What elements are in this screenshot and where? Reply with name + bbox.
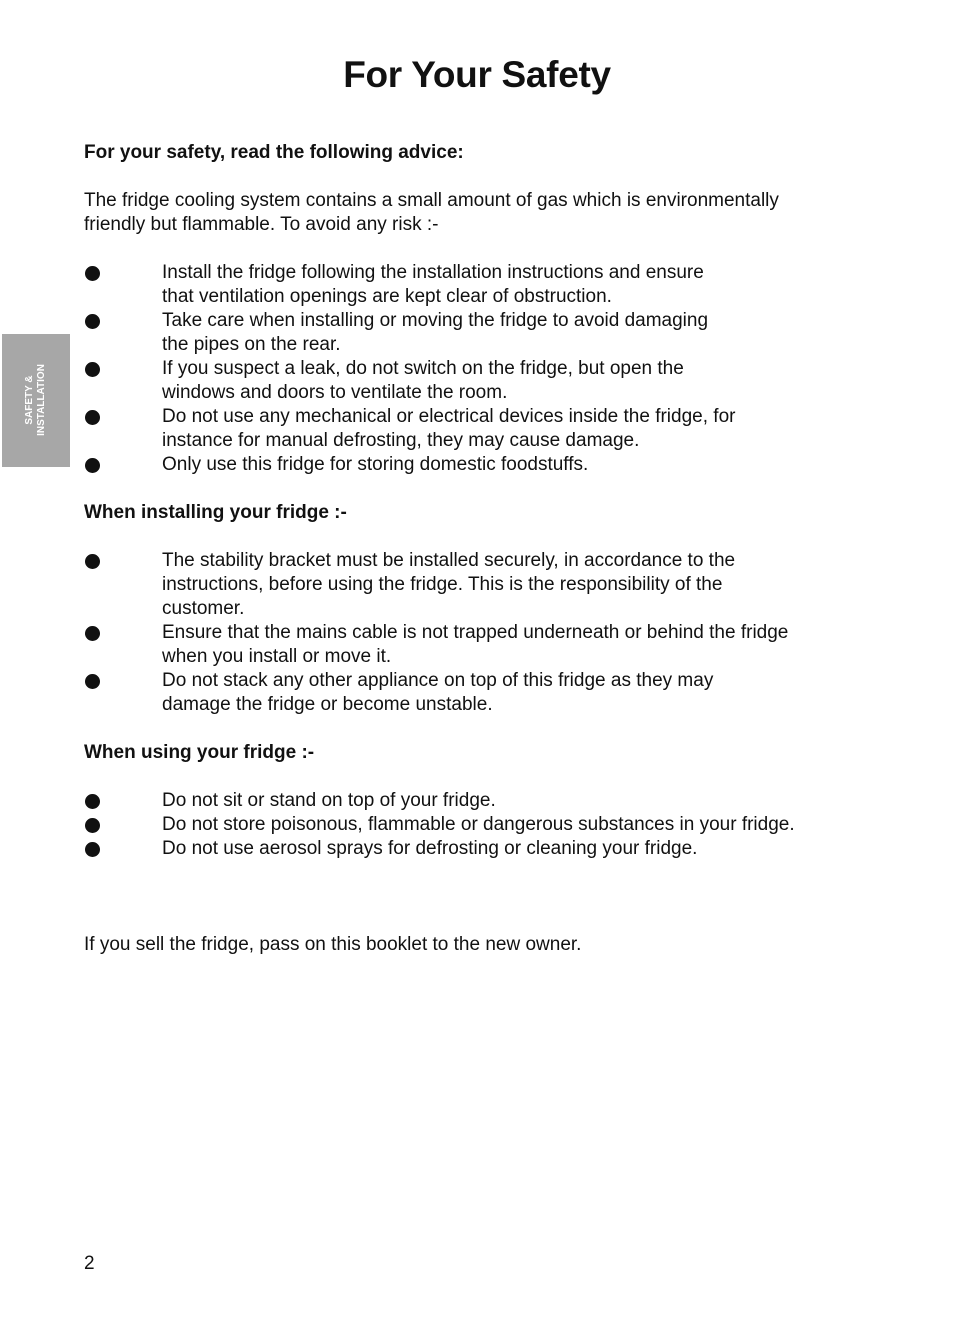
bullet-item (84, 549, 864, 621)
bullet-text-line: Take care when installing or moving the fridge to avoid damaging (162, 310, 709, 331)
using-heading: When using your fridge :- (84, 742, 315, 763)
bullet-icon (85, 818, 100, 833)
bullet-icon (85, 458, 100, 473)
bullet-item (84, 837, 864, 861)
bullet-item (84, 453, 864, 477)
bullet-text-line: Ensure that the mains cable is not trapped underneath or behind the fridge (162, 622, 789, 643)
closing-note: If you sell the fridge, pass on this booklet to the new owner. (84, 934, 582, 955)
bullet-text-line: windows and doors to ventilate the room. (162, 382, 508, 403)
bullet-icon (85, 794, 100, 809)
bullet-item (84, 405, 864, 453)
bullet-text-line: Do not use aerosol sprays for defrosting or cleaning your fridge. (162, 838, 698, 859)
bullet-item (84, 357, 864, 405)
bullet-icon (85, 266, 100, 281)
bullet-text-line: customer. (162, 598, 245, 619)
document-body (84, 141, 864, 957)
intro-bullet-list (84, 261, 864, 477)
page-number: 2 (84, 1253, 95, 1274)
bullet-text-line: Do not sit or stand on top of your fridge. (162, 790, 496, 811)
bullet-icon (85, 626, 100, 641)
bullet-item (84, 669, 864, 717)
bullet-text-line: The stability bracket must be installed securely, in accordance to the (162, 550, 736, 571)
bullet-text-line: when you install or move it. (162, 646, 392, 667)
bullet-item (84, 813, 864, 837)
bullet-item (84, 261, 864, 309)
intro-paragraph (84, 189, 864, 237)
intro-heading: For your safety, read the following advice: (84, 142, 464, 163)
bullet-item (84, 309, 864, 357)
bullet-text-line: Install the fridge following the installation instructions and ensure (162, 262, 704, 283)
page-title: For Your Safety (343, 54, 611, 95)
side-tab-label (24, 364, 48, 436)
bullet-text-line: the pipes on the rear. (162, 334, 341, 355)
bullet-item (84, 789, 864, 813)
side-tab-line-1: SAFETY & (24, 375, 35, 425)
bullet-text-line: Do not store poisonous, flammable or dangerous substances in your fridge. (162, 814, 795, 835)
installing-heading: When installing your fridge :- (84, 502, 347, 523)
bullet-icon (85, 410, 100, 425)
bullet-text-line: instance for manual defrosting, they may cause damage. (162, 430, 640, 451)
intro-paragraph-line-2: friendly but flammable. To avoid any risk :- (84, 214, 439, 235)
side-tab-line-2: INSTALLATION (36, 364, 47, 436)
bullet-icon (85, 554, 100, 569)
section-side-tab (2, 334, 70, 467)
bullet-text-line: Only use this fridge for storing domestic foodstuffs. (162, 454, 589, 475)
bullet-text-line: If you suspect a leak, do not switch on the fridge, but open the (162, 358, 684, 379)
bullet-icon (85, 314, 100, 329)
bullet-icon (85, 362, 100, 377)
bullet-icon (85, 842, 100, 857)
bullet-text-line: damage the fridge or become unstable. (162, 694, 493, 715)
bullet-text-line: instructions, before using the fridge. This is the responsibility of the (162, 574, 723, 595)
intro-paragraph-line-1: The fridge cooling system contains a small amount of gas which is environmentally (84, 190, 779, 211)
bullet-text-line: Do not stack any other appliance on top of this fridge as they may (162, 670, 714, 691)
bullet-item (84, 621, 864, 669)
installing-bullet-list (84, 549, 864, 717)
using-bullet-list (84, 789, 864, 861)
bullet-icon (85, 674, 100, 689)
bullet-text-line: Do not use any mechanical or electrical devices inside the fridge, for (162, 406, 736, 427)
bullet-text-line: that ventilation openings are kept clear of obstruction. (162, 286, 612, 307)
